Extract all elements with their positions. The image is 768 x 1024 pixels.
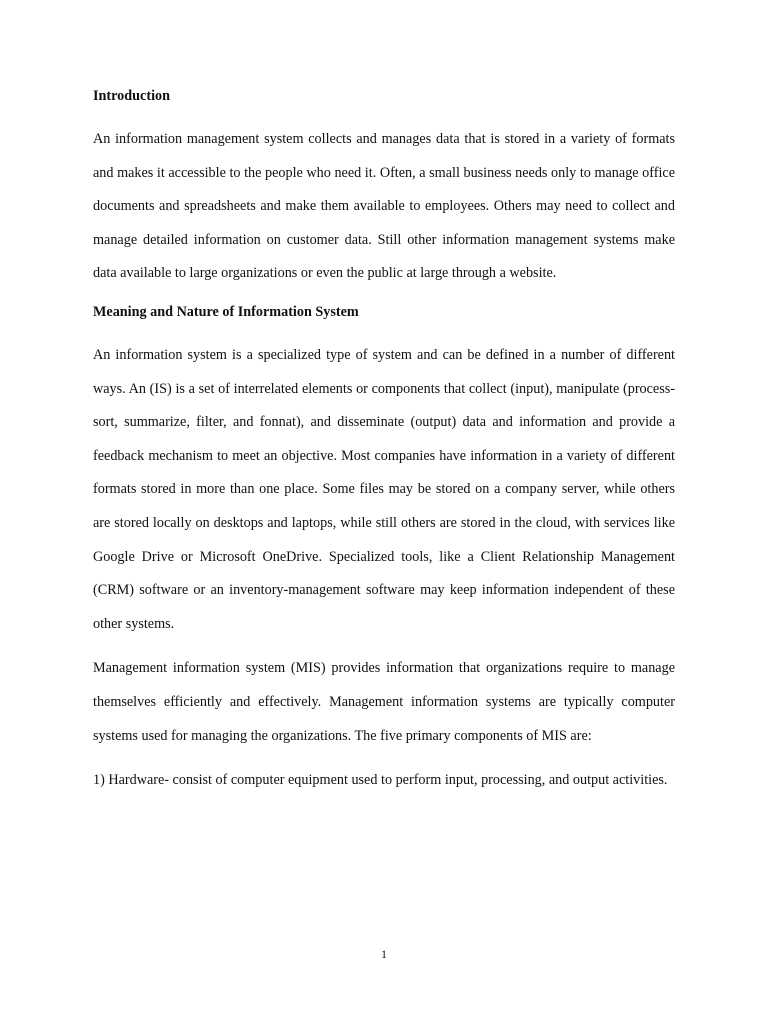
section-heading-meaning-and-nature: Meaning and Nature of Information System bbox=[93, 303, 359, 320]
information-system-paragraph: An information system is a specialized type of system and can be defined in a number of different ways. An (IS) is a set of interrelated elements or components that collect (input), manipulate (process-sort, summarize, filter, and fonnat), and disseminate (output) data and information and provide a feedback mechanism to meet an objective. Most companies have information in a variety of different formats stored in more than one place. Some files may be stored on a company server, while others are stored locally on desktops and laptops, while still others are stored in the cloud, with services like Google Drive or Microsoft OneDrive. Specialized tools, like a Client Relationship Management (CRM) software or an inventory-management software may keep information independent of these other systems. bbox=[93, 346, 675, 632]
introduction-paragraph: An information management system collects and manages data that is stored in a variety of formats and makes it accessible to the people who need it. Often, a small business needs only to manage office documents and spreadsheets and make them available to employees. Others may need to collect and manage detailed information on customer data. Still other information management systems make data available to large organizations or even the public at large through a website. bbox=[93, 131, 675, 282]
mis-paragraph: Management information system (MIS) provides information that organizations require to manage themselves efficiently and effectively. Management information systems are typically computer systems used for managing the organizations. The five primary components of MIS are: bbox=[93, 660, 675, 744]
page-number: 1 bbox=[381, 947, 387, 961]
section-heading-introduction: Introduction bbox=[93, 88, 170, 104]
hardware-list-item: 1) Hardware- consist of computer equipment used to perform input, processing, and output activities. bbox=[93, 772, 668, 789]
page-content bbox=[93, 86, 675, 798]
